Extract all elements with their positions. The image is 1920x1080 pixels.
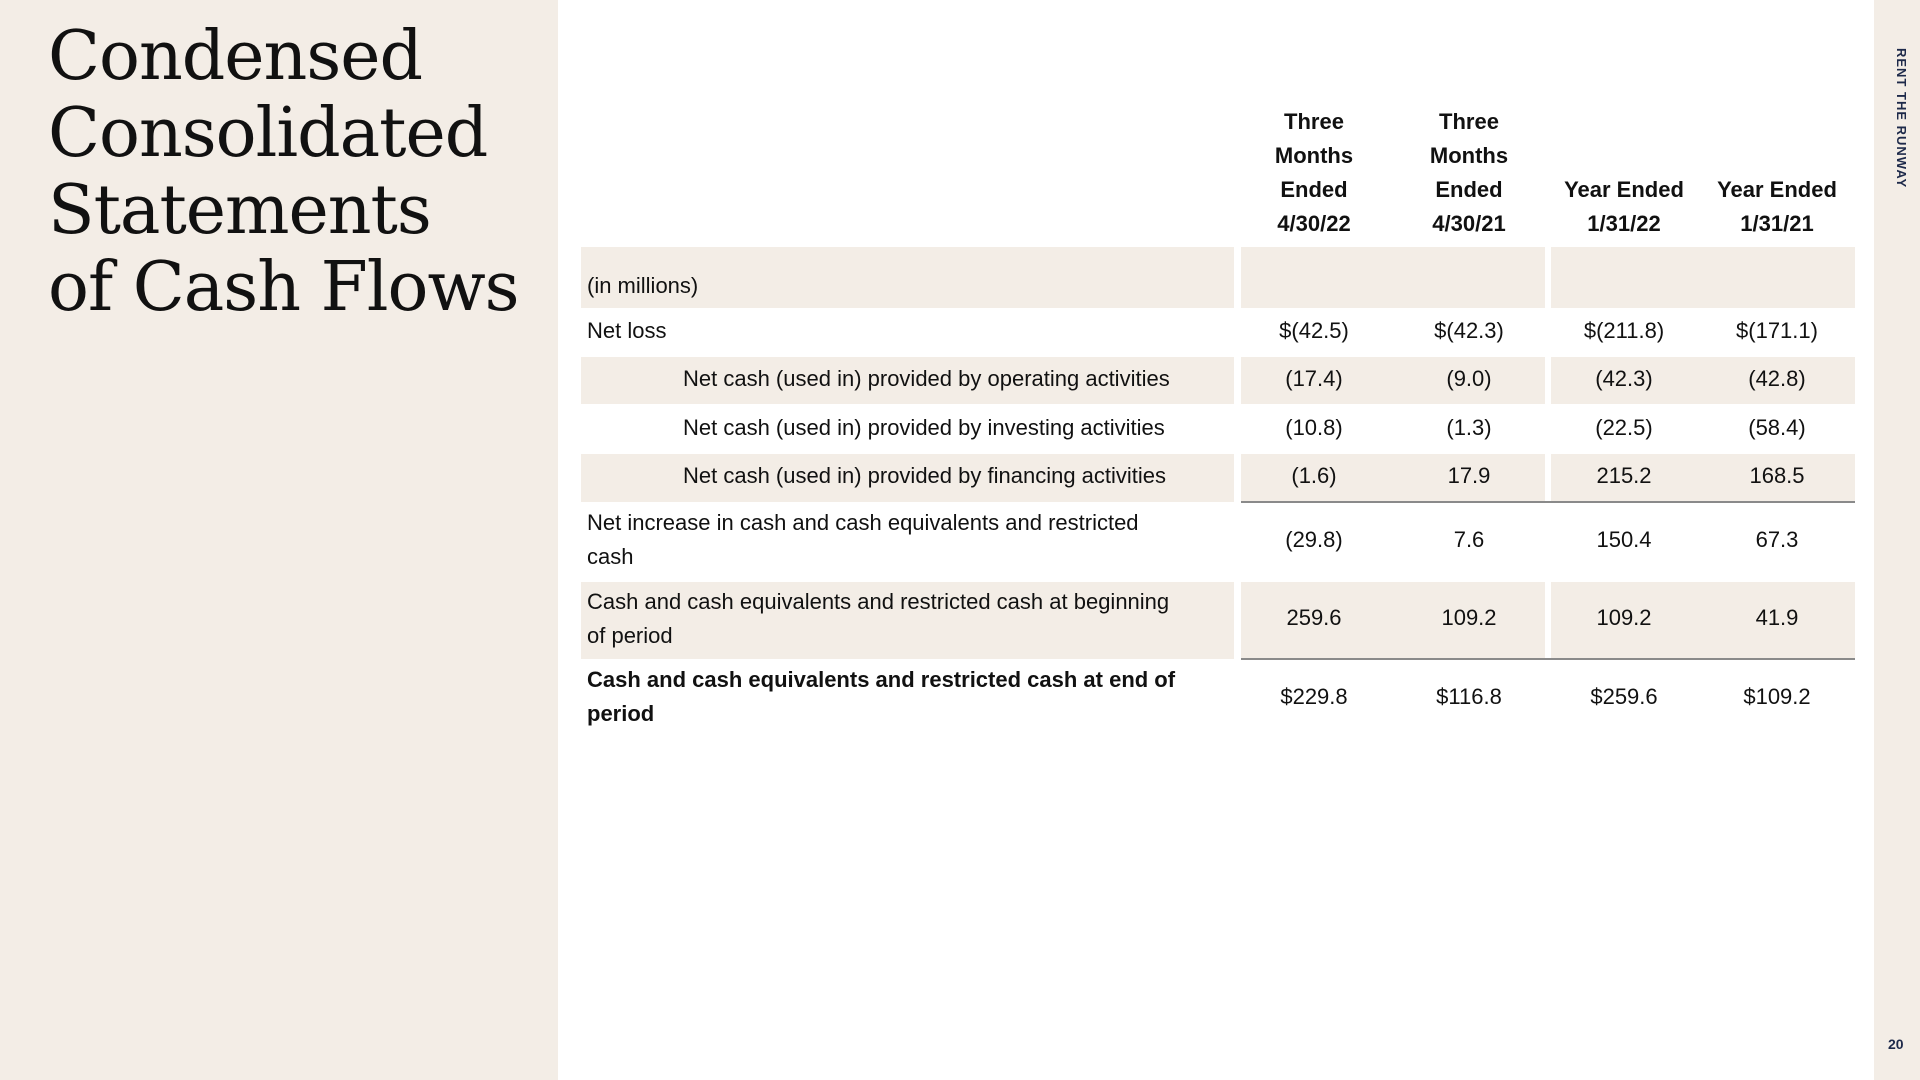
table-cell: $(42.5): [1279, 318, 1349, 343]
table-cell: 150.4: [1596, 527, 1652, 552]
table-cell: (29.8): [1285, 527, 1343, 552]
col-header-4-line-1: Year Ended: [1717, 177, 1837, 202]
units-label: (in millions): [587, 273, 699, 298]
row-label-net-loss: Net loss: [587, 318, 667, 343]
col-header-1-line-2: Months: [1274, 143, 1354, 168]
page-number: 20: [1888, 1036, 1904, 1052]
units-row-bg-group-2: [1551, 247, 1855, 308]
row-label-cash-end-line-1: Cash and cash equivalents and restricted cash at end of: [587, 667, 1176, 692]
row-label-financing: Net cash (used in) provided by financing activities: [683, 463, 1167, 488]
table-cell: $229.8: [1280, 684, 1348, 709]
row-label-cash-beginning: [587, 585, 1169, 653]
table-cell: 259.6: [1286, 605, 1342, 630]
table-cell: $(171.1): [1736, 318, 1818, 343]
row-label-net-increase: [587, 506, 1139, 574]
table-cell: $116.8: [1436, 684, 1502, 709]
col-header-2-line-1: Three: [1439, 109, 1499, 134]
table-cell: $109.2: [1743, 684, 1811, 709]
col-header-3: [1548, 173, 1700, 241]
col-header-2-line-2: Months: [1429, 143, 1509, 168]
page-title-line-3: Statements: [48, 171, 431, 250]
total-rule: [1241, 658, 1855, 660]
col-header-1-line-3: Ended: [1280, 177, 1348, 202]
row-label-cash-beginning-line-1: Cash and cash equivalents and restricted cash at beginning: [587, 589, 1170, 614]
table-cell: $259.6: [1590, 684, 1658, 709]
table-cell: 67.3: [1755, 527, 1799, 552]
table-cell: (10.8): [1285, 415, 1343, 440]
table-cell: $(211.8): [1583, 318, 1665, 343]
row-label-investing: Net cash (used in) provided by investing activities: [683, 415, 1165, 440]
table-cell: 215.2: [1596, 463, 1652, 488]
col-header-1-line-1: Three: [1284, 109, 1344, 134]
row-label-cash-end-line-2: period: [587, 701, 655, 726]
col-header-4: [1702, 173, 1852, 241]
row-label-cash-end: [587, 663, 1175, 731]
table-cell: (42.3): [1595, 366, 1653, 391]
table-cell: 41.9: [1755, 605, 1799, 630]
table-cell: 109.2: [1441, 605, 1497, 630]
row-label-cash-beginning-line-2: of period: [587, 623, 673, 648]
table-cell: (9.0): [1446, 366, 1492, 391]
units-row-bg-group-1: [1241, 247, 1545, 308]
col-header-2: [1399, 105, 1539, 241]
col-header-3-line-1: Year Ended: [1564, 177, 1684, 202]
page-title-line-1: Condensed: [48, 17, 422, 96]
table-cell: 7.6: [1453, 527, 1485, 552]
col-header-1: [1244, 105, 1384, 241]
page-title-line-2: Consolidated: [48, 94, 488, 173]
col-header-2-line-3: Ended: [1435, 177, 1503, 202]
table-cell: $(42.3): [1434, 318, 1504, 343]
col-header-2-line-4: 4/30/21: [1432, 211, 1506, 236]
col-header-4-line-2: 1/31/21: [1740, 211, 1814, 236]
subtotal-rule: [1241, 501, 1855, 503]
table-cell: (42.8): [1748, 366, 1806, 391]
table-cell: (22.5): [1595, 415, 1653, 440]
table-cell: (1.6): [1291, 463, 1337, 488]
table-cell: (58.4): [1748, 415, 1806, 440]
col-header-1-line-4: 4/30/22: [1277, 211, 1351, 236]
brand-label: RENT THE RUNWAY: [1894, 48, 1909, 189]
col-header-3-line-2: 1/31/22: [1587, 211, 1661, 236]
table-cell: 17.9: [1447, 463, 1491, 488]
row-label-net-increase-line-2: cash: [587, 544, 634, 569]
table-cell: (17.4): [1285, 366, 1343, 391]
table-cell: 109.2: [1596, 605, 1652, 630]
table-cell: 168.5: [1749, 463, 1805, 488]
page-title-line-4: of Cash Flows: [48, 248, 519, 327]
row-label-operating: Net cash (used in) provided by operating activities: [683, 366, 1170, 391]
table-cell: (1.3): [1446, 415, 1492, 440]
row-label-net-increase-line-1: Net increase in cash and cash equivalents and restricted: [587, 510, 1139, 535]
